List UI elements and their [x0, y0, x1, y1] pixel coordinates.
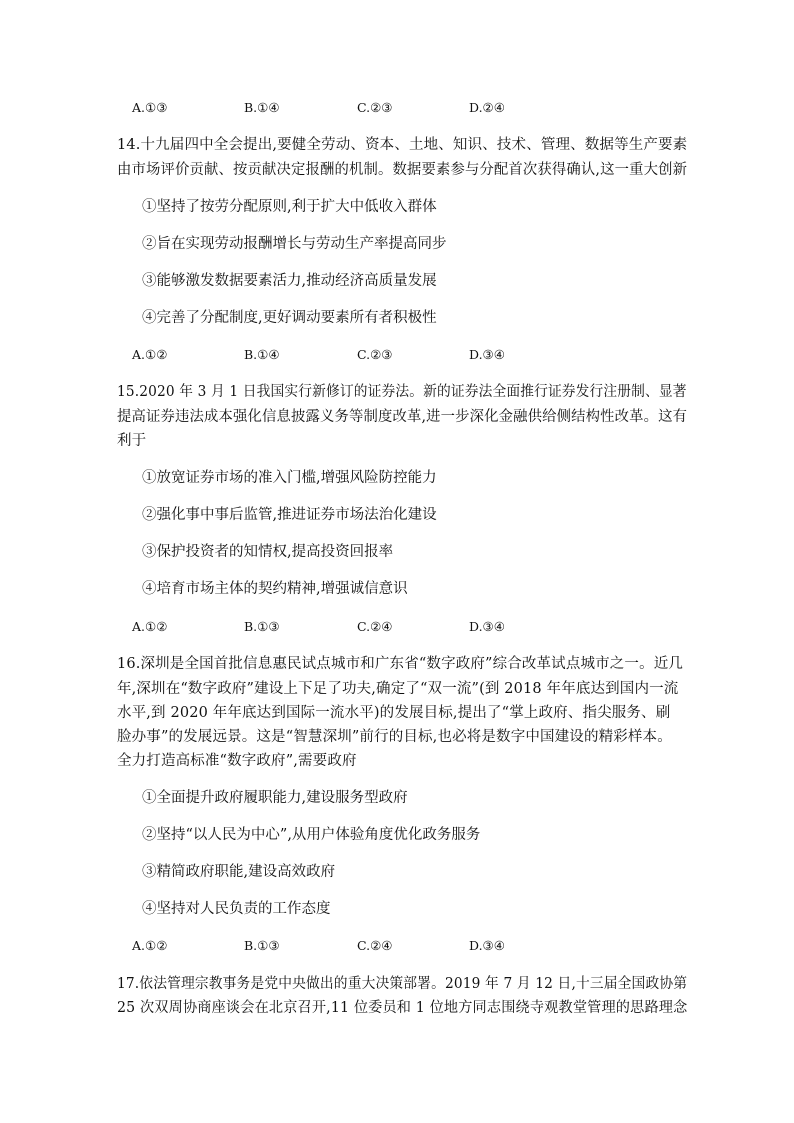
- q16-option-3: ③精简政府职能,建设高效政府: [142, 864, 336, 880]
- q17-stem-line: 17.依法管理宗教事务是党中央做出的重大决策部署。2019 年 7 月 12 日,十三届全国政协第: [117, 976, 688, 992]
- q15-option-2: ②强化事中事后监管,推进证券市场法治化建设: [142, 507, 437, 523]
- q15-option-4: ④培育市场主体的契约精神,增强诚信意识: [142, 581, 408, 597]
- choice-c[interactable]: C.②④: [357, 619, 393, 634]
- choice-b[interactable]: B.①④: [244, 100, 280, 115]
- q16-stem-line: 全力打造高标准“数字政府”,需要政府: [117, 753, 357, 769]
- q14-option-4: ④完善了分配制度,更好调动要素所有者积极性: [142, 310, 437, 326]
- q14-stem-line: 由市场评价贡献、按贡献决定报酬的机制。数据要素参与分配首次获得确认,这一重大创新: [117, 162, 688, 178]
- choice-d[interactable]: D.③④: [469, 347, 505, 362]
- q16-stem-line: 水平,到 2020 年年底达到国际一流水平)的发展目标,提出了“掌上政府、指尖服务、刷: [117, 705, 671, 721]
- choice-d[interactable]: D.②④: [469, 100, 505, 115]
- q15-option-3: ③保护投资者的知情权,提高投资回报率: [142, 544, 394, 560]
- q16-option-4: ④坚持对人民负责的工作态度: [142, 901, 331, 917]
- choice-b[interactable]: B.①③: [244, 619, 280, 634]
- q14-option-1: ①坚持了按劳分配原则,利于扩大中低收入群体: [142, 199, 437, 215]
- choice-a[interactable]: A.①③: [132, 100, 168, 115]
- q16-option-2: ②坚持“以人民为中心”,从用户体验角度优化政务服务: [142, 827, 481, 843]
- choice-a[interactable]: A.①②: [132, 347, 168, 362]
- choice-d[interactable]: D.③④: [469, 619, 505, 634]
- q16-stem-line: 16.深圳是全国首批信息惠民试点城市和广东省“数字政府”综合改革试点城市之一。近几: [117, 656, 684, 672]
- choice-c[interactable]: C.②③: [357, 100, 393, 115]
- q17-stem-line: 25 次双周协商座谈会在北京召开,11 位委员和 1 位地方同志围绕寺观教堂管理的思路理念: [117, 1000, 688, 1016]
- q16-stem-line: 年,深圳在“数字政府”建设上下足了功夫,确定了“双一流”(到 2018 年年底达到国内一流: [117, 681, 679, 697]
- q16-choices: [132, 937, 552, 955]
- choice-c[interactable]: C.②④: [357, 938, 393, 953]
- choice-b[interactable]: B.①④: [244, 347, 280, 362]
- q13-choices: [132, 99, 552, 117]
- q16-option-1: ①全面提升政府履职能力,建设服务型政府: [142, 790, 408, 806]
- choice-a[interactable]: A.①②: [132, 619, 168, 634]
- choice-a[interactable]: A.①②: [132, 938, 168, 953]
- choice-c[interactable]: C.②③: [357, 347, 393, 362]
- choice-d[interactable]: D.③④: [469, 938, 505, 953]
- choice-b[interactable]: B.①③: [244, 938, 280, 953]
- q15-stem-line: 提高证券违法成本强化信息披露义务等制度改革,进一步深化金融供给侧结构性改革。这有: [117, 409, 688, 425]
- q15-option-1: ①放宽证券市场的准入门槛,增强风险防控能力: [142, 470, 437, 486]
- q14-option-2: ②旨在实现劳动报酬增长与劳动生产率提高同步: [142, 236, 447, 252]
- q14-stem-line: 14.十九届四中全会提出,要健全劳动、资本、土地、知识、技术、管理、数据等生产要素: [117, 137, 688, 153]
- q16-stem-line: 脸办事”的发展远景。这是“智慧深圳”前行的目标,也必将是数字中国建设的精彩样本。: [117, 729, 672, 745]
- q15-stem-line: 15.2020 年 3 月 1 日我国实行新修订的证券法。新的证券法全面推行证券发行注册制、显著: [117, 384, 687, 400]
- q14-choices: [132, 346, 552, 364]
- q15-choices: [132, 618, 552, 636]
- q15-stem-line: 利于: [117, 433, 147, 449]
- q14-option-3: ③能够激发数据要素活力,推动经济高质量发展: [142, 273, 437, 289]
